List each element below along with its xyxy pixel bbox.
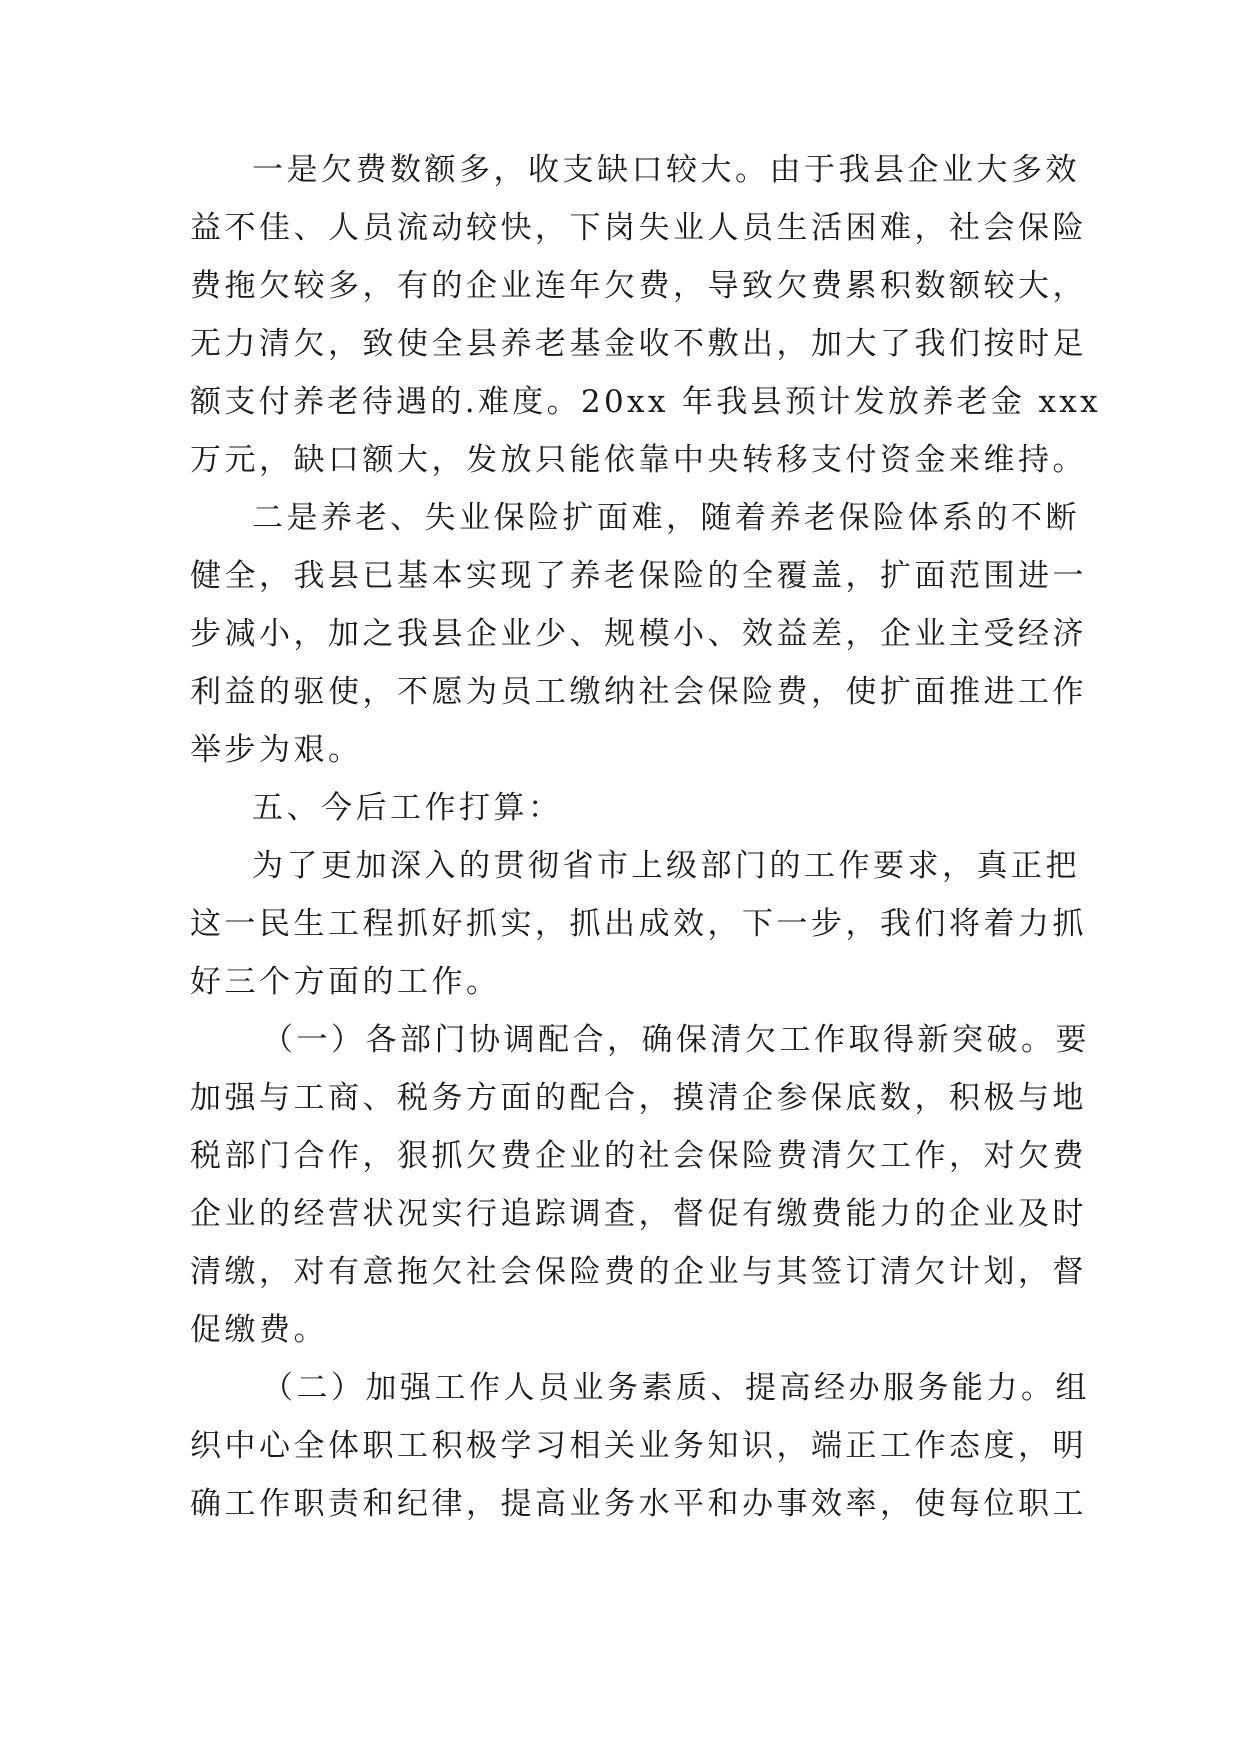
paragraph-4-line-5: 清缴，对有意拖欠社会保险费的企业与其签订清欠计划，督: [190, 1254, 1087, 1290]
section-heading: 五、今后工作打算：: [252, 790, 563, 826]
paragraph-3-line-2: 这一民生工程抓好抓实，抓出成效，下一步，我们将着力抓: [190, 906, 1087, 942]
paragraph-4-line-1: （一）各部门协调配合，确保清欠工作取得新突破。要: [262, 1022, 1090, 1058]
paragraph-5-line-1: （二）加强工作人员业务素质、提高经办服务能力。组: [262, 1370, 1090, 1406]
paragraph-4-line-3: 税部门合作，狠抓欠费企业的社会保险费清欠工作，对欠费: [190, 1138, 1087, 1174]
paragraph-1-line-6: 万元，缺口额大，发放只能依靠中央转移支付资金来维持。: [190, 442, 1087, 478]
paragraph-1-line-3: 费拖欠较多，有的企业连年欠费，导致欠费累积数额较大，: [190, 268, 1087, 304]
paragraph-2-line-1: 二是养老、失业保险扩面难，随着养老保险体系的不断: [252, 500, 1080, 536]
paragraph-4-line-6: 促缴费。: [190, 1312, 328, 1348]
paragraph-3-line-3: 好三个方面的工作。: [190, 964, 501, 1000]
paragraph-2-line-3: 步减小，加之我县企业少、规模小、效益差，企业主受经济: [190, 616, 1087, 652]
paragraph-1-line-5: 额支付养老待遇的.难度。20xx 年我县预计发放养老金 xxx: [190, 384, 1101, 420]
paragraph-4-line-2: 加强与工商、税务方面的配合，摸清企参保底数，积极与地: [190, 1080, 1087, 1116]
paragraph-1-line-4: 无力清欠，致使全县养老基金收不敷出，加大了我们按时足: [190, 326, 1087, 362]
paragraph-2-line-2: 健全，我县已基本实现了养老保险的全覆盖，扩面范围进一: [190, 558, 1087, 594]
paragraph-5-line-2: 织中心全体职工积极学习相关业务知识，端正工作态度，明: [190, 1428, 1087, 1464]
paragraph-3-line-1: 为了更加深入的贯彻省市上级部门的工作要求，真正把: [252, 848, 1080, 884]
paragraph-1-line-1: 一是欠费数额多，收支缺口较大。由于我县企业大多效: [252, 152, 1080, 188]
paragraph-1-line-2: 益不佳、人员流动较快，下岗失业人员生活困难，社会保险: [190, 210, 1087, 246]
paragraph-2-line-4: 利益的驱使，不愿为员工缴纳社会保险费，使扩面推进工作: [190, 674, 1087, 710]
paragraph-5-line-3: 确工作职责和纪律，提高业务水平和办事效率，使每位职工: [190, 1486, 1087, 1522]
paragraph-2-line-5: 举步为艰。: [190, 732, 363, 768]
paragraph-4-line-4: 企业的经营状况实行追踪调查，督促有缴费能力的企业及时: [190, 1196, 1087, 1232]
